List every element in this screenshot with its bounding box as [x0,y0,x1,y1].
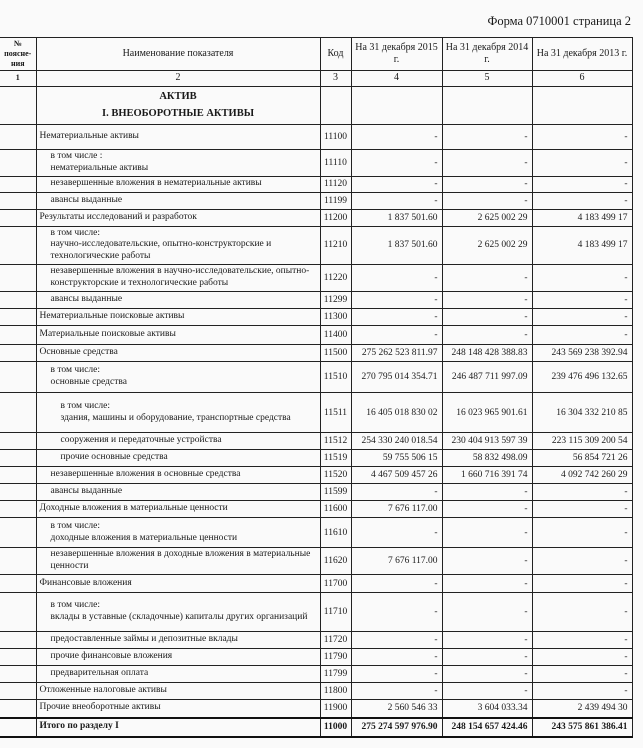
stub-cell [0,666,36,683]
table-row [0,326,632,345]
value-2014: - [442,666,532,683]
row-label-text: авансы выданные [50,486,123,497]
value-2013: - [532,149,632,176]
value-2014: 58 832 498.09 [442,450,532,467]
row-label [36,518,320,548]
row-code: 11610 [320,518,351,548]
row-code: 11800 [320,683,351,700]
value-2015: - [351,176,442,192]
row-label-text: научно-исследовательские, опытно-конструкторские и технологические работы [50,239,272,262]
row-label-text: предварительная оплата [50,668,149,679]
row-label [36,209,320,226]
table-row [0,467,632,484]
value-2015: 275 274 597 976.90 [351,718,442,737]
stub-cell [0,433,36,450]
stub-cell [0,548,36,575]
value-2015: 270 795 014 354.71 [351,362,442,393]
row-label-text: здания, машины и оборудование, транспортные средства [60,412,291,423]
value-2014: 16 023 965 901.61 [442,393,532,433]
row-prefix: в том числе: [50,600,101,611]
row-label [36,265,320,292]
empty-cell [351,86,442,124]
row-label-text: Финансовые вложения [39,577,132,588]
row-code: 11220 [320,265,351,292]
empty-cell [442,86,532,124]
stub-cell [0,149,36,176]
value-2014: - [442,683,532,700]
value-2013: - [532,666,632,683]
value-2014: 3 604 033.34 [442,700,532,718]
value-2014: 230 404 913 597 39 [442,433,532,450]
row-code: 11510 [320,362,351,393]
row-code: 11299 [320,292,351,309]
row-label [36,450,320,467]
table-row [0,548,632,575]
value-2014: 246 487 711 997.09 [442,362,532,393]
table-row [0,450,632,467]
row-label-text: доходные вложения в материальные ценности [50,532,238,543]
column-numbers-row [0,71,632,87]
row-label-text: прочие основные средства [60,452,168,463]
table-row [0,666,632,683]
value-2014: 2 625 002 29 [442,209,532,226]
row-code: 11620 [320,548,351,575]
value-2015: - [351,265,442,292]
colnum: 4 [351,71,442,87]
row-label [36,484,320,501]
row-code: 11199 [320,192,351,209]
row-label [36,124,320,149]
value-2013: - [532,632,632,649]
row-label [36,393,320,433]
value-2015: 7 676 117.00 [351,548,442,575]
row-label [36,683,320,700]
row-code: 11520 [320,467,351,484]
value-2015: 4 467 509 457 26 [351,467,442,484]
row-label-text: Нематериальные поисковые активы [39,311,185,322]
value-2015: - [351,575,442,593]
row-prefix: в том числе: [50,227,101,238]
value-2013: 4 183 499 17 [532,226,632,265]
table-row [0,632,632,649]
value-2015: - [351,683,442,700]
header-stub: № поясне-ния [0,38,36,71]
header-row [0,38,632,71]
table-row [0,700,632,718]
row-label [36,649,320,666]
row-label [36,632,320,649]
value-2014: - [442,632,532,649]
row-label-text: Результаты исследований и разработок [39,211,197,222]
value-2013: - [532,309,632,326]
row-code: 11720 [320,632,351,649]
stub-cell [0,345,36,362]
value-2014: - [442,484,532,501]
value-2013: 243 569 238 392.94 [532,345,632,362]
table-row [0,149,632,176]
value-2015: - [351,593,442,632]
stub-cell [0,209,36,226]
row-label-text: Прочие внеоборотные активы [39,702,161,713]
stub-cell [0,309,36,326]
row-code: 11710 [320,593,351,632]
value-2014: 2 625 002 29 [442,226,532,265]
stub-cell [0,362,36,393]
section-heading-row [0,86,632,124]
stub-cell [0,124,36,149]
row-label [36,718,320,737]
value-2014: 1 660 716 391 74 [442,467,532,484]
table-row [0,593,632,632]
row-label-text: Итого по разделу I [39,721,119,732]
row-label-text: незавершенные вложения в нематериальные активы [50,178,262,189]
row-code: 11200 [320,209,351,226]
row-code: 11400 [320,326,351,345]
colnum: 5 [442,71,532,87]
table-row [0,575,632,593]
value-2013: 223 115 309 200 54 [532,433,632,450]
row-label-text: незавершенные вложения в основные средства [50,469,241,480]
form-title: Форма 0710001 страница 2 [487,14,631,28]
value-2013: 239 476 496 132.65 [532,362,632,393]
row-label [36,593,320,632]
value-2013: - [532,683,632,700]
row-label-text: авансы выданные [50,294,123,305]
header-code: Код [320,38,351,71]
empty-cell [320,86,351,124]
stub-cell [0,718,36,737]
stub-cell [0,393,36,433]
value-2015: - [351,192,442,209]
stub-cell [0,700,36,718]
value-2015: - [351,292,442,309]
row-code: 11120 [320,176,351,192]
value-2014: - [442,501,532,518]
row-label [36,149,320,176]
value-2014: 248 154 657 424.46 [442,718,532,737]
row-label [36,192,320,209]
row-code: 11300 [320,309,351,326]
value-2015: - [351,649,442,666]
row-label [36,226,320,265]
stub-cell [0,176,36,192]
row-label-text: Основные средства [39,347,118,358]
header-name: Наименование показателя [36,38,320,71]
stub-cell [0,484,36,501]
row-code: 11799 [320,666,351,683]
stub-cell [0,265,36,292]
header-2013: На 31 декабря 2013 г. [532,38,632,71]
value-2013: - [532,292,632,309]
row-code: 11500 [320,345,351,362]
stub-cell [0,683,36,700]
table-row [0,518,632,548]
row-code: 11511 [320,393,351,433]
value-2013: - [532,575,632,593]
row-code: 11790 [320,649,351,666]
table-row [0,124,632,149]
section-title: АКТИВ [159,91,197,102]
row-label-text: авансы выданные [50,194,123,205]
row-label-text: Материальные поисковые активы [39,329,176,340]
value-2014: - [442,292,532,309]
row-label [36,700,320,718]
row-label [36,467,320,484]
row-label-text: сооружения и передаточные устройства [60,435,222,446]
table-row [0,393,632,433]
header-2015: На 31 декабря 2015 г. [351,38,442,71]
stub-cell [0,649,36,666]
value-2013: 2 439 494 30 [532,700,632,718]
row-label [36,345,320,362]
row-label [36,326,320,345]
row-label [36,176,320,192]
row-prefix: в том числе : [50,150,103,161]
table-row [0,484,632,501]
value-2013: - [532,501,632,518]
row-code: 11000 [320,718,351,737]
row-label-text: прочие финансовые вложения [50,651,173,662]
value-2013: - [532,484,632,501]
value-2015: - [351,326,442,345]
table-row [0,433,632,450]
colnum: 3 [320,71,351,87]
value-2014: - [442,309,532,326]
value-2015: - [351,518,442,548]
row-label [36,666,320,683]
value-2013: - [532,192,632,209]
row-label-text: Отложенные налоговые активы [39,685,167,696]
value-2015: 275 262 523 811.97 [351,345,442,362]
stub-cell [0,450,36,467]
stub-cell [0,467,36,484]
header-2014: На 31 декабря 2014 г. [442,38,532,71]
stub-cell [0,575,36,593]
empty-cell [532,86,632,124]
row-label [36,548,320,575]
table-row [0,309,632,326]
value-2013: 4 092 742 260 29 [532,467,632,484]
table-row [0,292,632,309]
value-2015: - [351,632,442,649]
value-2013: - [532,124,632,149]
row-label [36,575,320,593]
value-2015: 1 837 501.60 [351,209,442,226]
value-2015: 2 560 546 33 [351,700,442,718]
stub-cell [0,518,36,548]
value-2014: - [442,124,532,149]
value-2014: - [442,548,532,575]
value-2014: - [442,575,532,593]
value-2015: 1 837 501.60 [351,226,442,265]
row-code: 11512 [320,433,351,450]
row-label-text: незавершенные вложения в доходные вложения в материальные ценности [50,549,311,572]
table-row [0,192,632,209]
value-2014: - [442,326,532,345]
value-2013: 56 854 721 26 [532,450,632,467]
row-code: 11900 [320,700,351,718]
stub-cell [0,226,36,265]
value-2013: - [532,326,632,345]
value-2015: - [351,666,442,683]
value-2013: - [532,265,632,292]
table-row [0,209,632,226]
value-2015: 16 405 018 830 02 [351,393,442,433]
value-2014: - [442,192,532,209]
table-row [0,265,632,292]
colnum: 1 [0,71,36,87]
colnum: 6 [532,71,632,87]
stub-cell [0,632,36,649]
value-2013: 4 183 499 17 [532,209,632,226]
row-code: 11110 [320,149,351,176]
value-2015: 7 676 117.00 [351,501,442,518]
row-label-text: Доходные вложения в материальные ценности [39,503,228,514]
row-label [36,309,320,326]
row-code: 11600 [320,501,351,518]
stub-cell [0,326,36,345]
value-2015: 59 755 506 15 [351,450,442,467]
value-2013: - [532,518,632,548]
value-2015: - [351,309,442,326]
value-2013: - [532,649,632,666]
table-row [0,226,632,265]
value-2015: 254 330 240 018.54 [351,433,442,450]
row-label [36,292,320,309]
balance-sheet-table [0,37,633,738]
stub-cell [0,192,36,209]
row-prefix: в том числе: [50,520,101,531]
value-2013: 243 575 861 386.41 [532,718,632,737]
row-label-text: Нематериальные активы [39,130,139,141]
value-2014: - [442,593,532,632]
value-2014: - [442,649,532,666]
table-row [0,683,632,700]
row-code: 11700 [320,575,351,593]
value-2015: - [351,149,442,176]
row-code: 11519 [320,450,351,467]
row-code: 11100 [320,124,351,149]
value-2014: 248 148 428 388.83 [442,345,532,362]
row-code: 11599 [320,484,351,501]
row-label-text: нематериальные активы [50,162,149,173]
table-row [0,649,632,666]
value-2014: - [442,265,532,292]
table-row [0,718,632,737]
stub-cell [0,501,36,518]
section-heading [36,86,320,124]
value-2013: 16 304 332 210 85 [532,393,632,433]
value-2014: - [442,149,532,176]
row-label [36,433,320,450]
value-2015: - [351,484,442,501]
colnum: 2 [36,71,320,87]
stub-cell [0,292,36,309]
table-row [0,362,632,393]
row-label [36,362,320,393]
section-subtitle: I. ВНЕОБОРОТНЫЕ АКТИВЫ [101,108,255,119]
table-row [0,176,632,192]
stub-cell [0,86,36,124]
value-2013: - [532,176,632,192]
row-label-text: предоставленные займы и депозитные вклады [50,634,238,645]
value-2014: - [442,176,532,192]
row-label-text: вклады в уставные (складочные) капиталы других организаций [50,612,308,623]
value-2013: - [532,548,632,575]
row-label-text: незавершенные вложения в научно-исследовательские, опытно-конструкторские и технологические работы [50,266,310,289]
value-2013: - [532,593,632,632]
table-row [0,345,632,362]
row-prefix: в том числе: [60,400,111,411]
value-2014: - [442,518,532,548]
row-prefix: в том числе: [50,365,101,376]
stub-cell [0,593,36,632]
value-2015: - [351,124,442,149]
row-label [36,501,320,518]
row-label-text: основные средства [50,377,127,388]
row-code: 11210 [320,226,351,265]
table-row [0,501,632,518]
